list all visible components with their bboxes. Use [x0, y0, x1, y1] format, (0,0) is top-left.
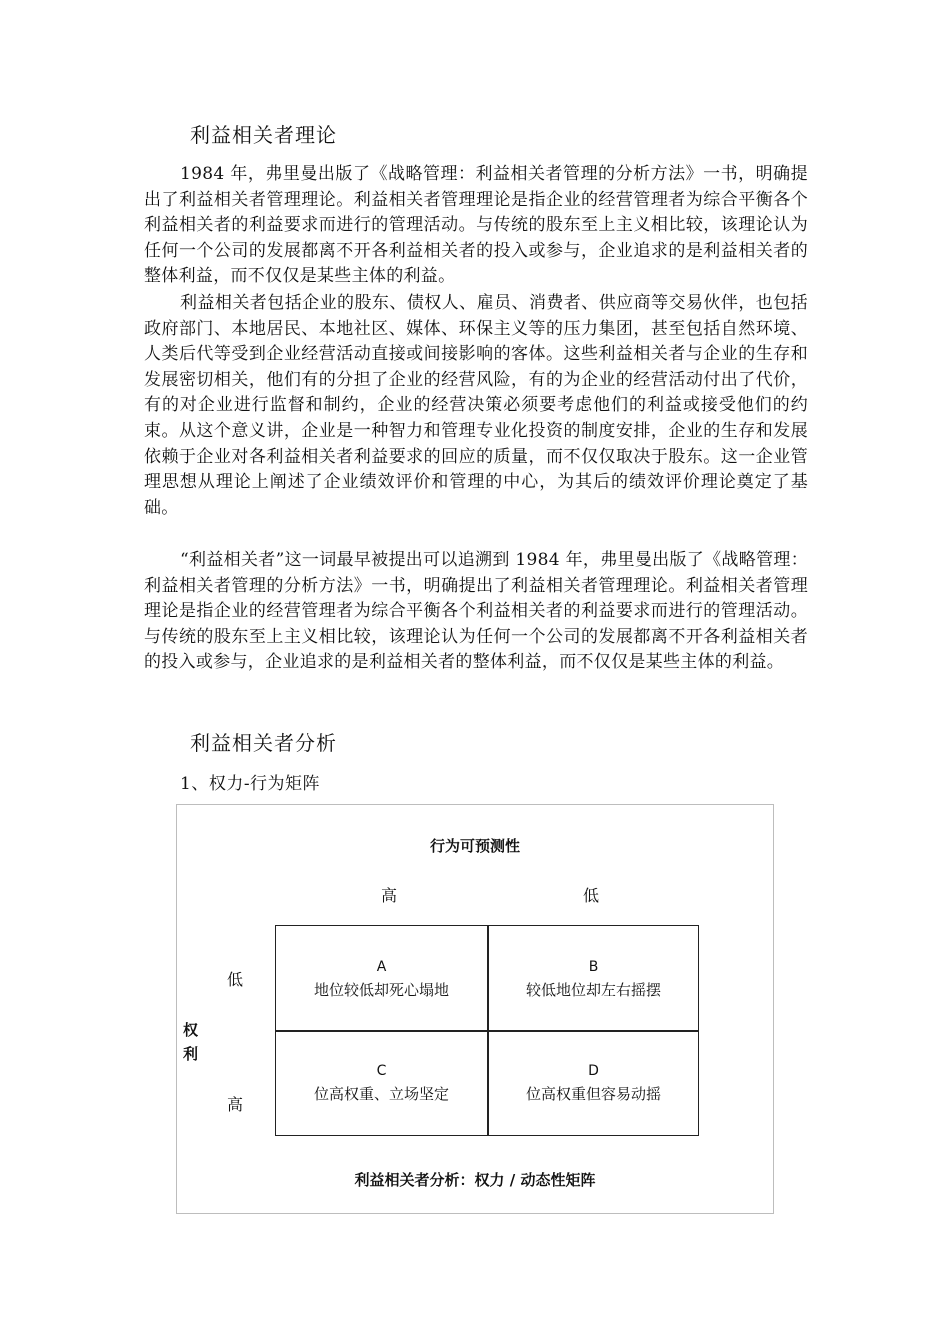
figure-title: 行为可预测性 [429, 837, 520, 855]
paragraph-2: 利益相关者包括企业的股东、债权人、雇员、消费者、供应商等交易伙伴，也包括政府部门、本地居民、本地社区、媒体、环保主义等的压力集团，甚至包括自然环境、人类后代等受到企业经营活动直接或间接影响的客体。这些利益相关者与企业的生存和发展密切相关，他们有的分担了企业的经营风险，有的为企业的经营活动付出了代价，有的对企业进行监督和制约，企业的经营决策必须要考虑他们的利益或接受他们的约束。从这个意义讲，企业是一种智力和管理专业化投资的制度安排，企业的生存和发展依赖于企业对各利益相关者利益要求的回应的质量，而不仅仅取决于股东。这一企业管理思想从理论上阐述了企业绩效评价和管理的中心，为其后的绩效评价理论奠定了基础。 [144, 293, 808, 518]
cell-b-letter: B [588, 959, 599, 975]
matrix-cell-c [276, 1060, 487, 1106]
matrix-cell-a [276, 956, 487, 1002]
paragraph-1: 1984 年，弗里曼出版了《战略管理：利益相关者管理的分析方法》一书，明确提出了利益相关者管理理论。利益相关者管理理论是指企业的经营管理者为综合平衡各个利益相关者的利益要求而进行的管理活动。与传统的股东至上主义相比较，该理论认为任何一个公司的发展都离不开各利益相关者的投入或参与，企业追求的是利益相关者的整体利益，而不仅仅是某些主体的利益。 [144, 164, 808, 287]
matrix-cell-b [488, 956, 699, 1002]
cell-a-letter: A [376, 959, 387, 975]
cell-d-description: 位高权重但容易动摇 [525, 1085, 661, 1103]
matrix-horizontal-divider [276, 1030, 698, 1032]
cell-a-description: 地位较低却死心塌地 [313, 981, 449, 999]
paragraph-3: “利益相关者”这一词最早被提出可以追溯到 1984 年，弗里曼出版了《战略管理：利益相关者管理的分析方法》一书，明确提出了利益相关者管理理论。利益相关者管理理论是指企业的经营管理者为综合平衡各个利益相关者的利益要求而进行的管理活动。与传统的股东至上主义相比较，该理论认为任何一个公司的发展都离不开各利益相关者的投入或参与，企业追求的是利益相关者的整体利益，而不仅仅是某些主体的利益。 [144, 550, 808, 673]
cell-c-description: 位高权重、立场坚定 [313, 1085, 449, 1103]
power-predictability-matrix-figure [176, 804, 774, 1214]
column-label-low: 低 [583, 886, 600, 905]
row-label-high: 高 [227, 1095, 244, 1114]
matrix-cell-d [488, 1060, 699, 1106]
subheading-power-behavior-matrix: 1、权力-行为矩阵 [180, 774, 321, 794]
section-heading-stakeholder-theory: 利益相关者理论 [190, 123, 337, 147]
column-label-high: 高 [381, 886, 398, 905]
figure-caption: 利益相关者分析：权力 / 动态性矩阵 [354, 1171, 596, 1189]
section-heading-stakeholder-analysis: 利益相关者分析 [190, 731, 337, 755]
row-label-low: 低 [227, 970, 244, 989]
cell-b-description: 较低地位却左右摇摆 [525, 981, 661, 999]
cell-d-letter: D [588, 1063, 599, 1079]
axis-label-power: 权利 [183, 1021, 199, 1063]
cell-c-letter: C [376, 1063, 387, 1079]
matrix-grid [275, 925, 699, 1136]
